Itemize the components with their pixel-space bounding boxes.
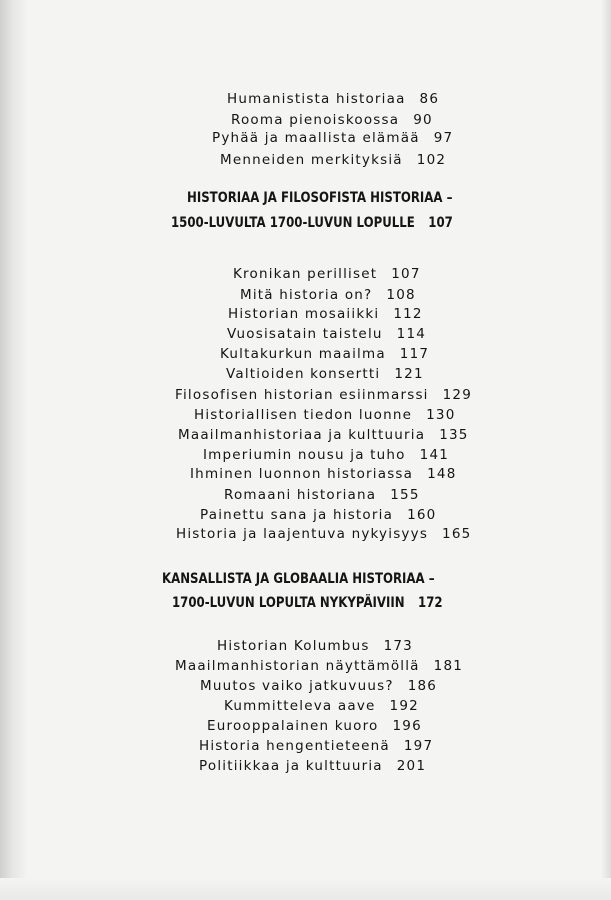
toc-entry-page: 201 (396, 758, 427, 774)
section-heading-line: 1500-LUVULTA 1700-LUVUN LOPULLE (171, 215, 415, 231)
toc-entry (200, 677, 611, 695)
toc-entry (176, 525, 611, 543)
toc-entry (227, 90, 611, 108)
toc-entry-title: Kronikan perilliset (233, 266, 378, 282)
toc-entry-title: Valtioiden konsertti (226, 366, 381, 382)
toc-entry (199, 737, 611, 755)
toc-entry-title: Historia ja laajentuva nykyisyys (176, 526, 429, 542)
toc-entry-page: 102 (416, 152, 447, 168)
toc-entry-page: 186 (407, 678, 438, 694)
toc-entry-page: 114 (396, 326, 427, 342)
toc-entry-page: 160 (407, 507, 437, 523)
toc-entry (199, 757, 611, 775)
section-heading (187, 188, 611, 208)
toc-entry (200, 506, 611, 524)
toc-entry-page: 181 (433, 658, 464, 674)
page-spine-shadow (0, 0, 28, 900)
toc-entry-page: 108 (386, 287, 416, 303)
toc-entry (227, 325, 611, 343)
toc-entry (240, 286, 611, 304)
toc-entry (175, 657, 611, 675)
toc-entry (194, 406, 611, 424)
toc-entry-title: Eurooppalainen kuoro (207, 718, 379, 734)
toc-entry-title: Kultakurkun maailma (220, 346, 386, 362)
toc-entry-title: Muutos vaiko jatkuvuus? (200, 678, 394, 694)
toc-entry-page: 135 (439, 427, 469, 443)
toc-entry-title: Humanistista historiaa (227, 91, 406, 107)
toc-entry-title: Kummitteleva aave (224, 698, 376, 714)
toc-entry-title: Mitä historia on? (240, 287, 373, 303)
toc-entry-page: 90 (413, 112, 433, 128)
toc-entry (224, 486, 611, 504)
toc-entry (220, 151, 611, 169)
toc-entry-title: Pyhää ja maallista elämää (212, 130, 420, 146)
toc-entry (224, 697, 611, 715)
toc-entry-title: Ihminen luonnon historiassa (190, 466, 414, 482)
toc-entry-page: 121 (394, 366, 424, 382)
toc-entry (190, 465, 611, 483)
toc-entry (175, 386, 611, 404)
toc-entry (178, 426, 611, 444)
toc-entry (220, 345, 611, 363)
toc-entry-title: Politiikkaa ja kulttuuria (199, 758, 383, 774)
toc-entry-title: Filosofisen historian esiinmarssi (175, 387, 429, 403)
toc-entry-title: Historia hengentieteenä (199, 738, 390, 754)
section-heading (162, 569, 611, 589)
toc-entry-page: 165 (442, 526, 472, 542)
section-heading-line: HISTORIAA JA FILOSOFISTA HISTORIAA – (187, 190, 453, 206)
toc-entry-page: 129 (442, 387, 473, 403)
toc-entry-title: Historiallisen tiedon luonne (194, 407, 413, 423)
toc-entry (212, 129, 611, 147)
toc-entry-title: Imperiumin nousu ja tuho (203, 447, 406, 463)
toc-entry (207, 717, 611, 735)
toc-entry-page: 130 (426, 407, 456, 423)
toc-entry-page: 192 (389, 698, 419, 714)
toc-entry-page: 196 (392, 718, 422, 734)
toc-entry-title: Vuosisatain taistelu (227, 326, 383, 342)
section-heading-page: 107 (428, 215, 453, 231)
toc-entry-page: 197 (403, 738, 434, 754)
toc-entry-title: Maailmanhistoriaa ja kulttuuria (178, 427, 426, 443)
section-heading-line: 1700-LUVUN LOPULTA NYKYPÄIVIIN (172, 595, 405, 611)
toc-entry-page: 155 (390, 487, 420, 503)
toc-entry-page: 117 (399, 346, 430, 362)
toc-entry-title: Maailmanhistorian näyttämöllä (175, 658, 420, 674)
toc-entry (228, 305, 611, 323)
toc-entry-page: 112 (393, 306, 423, 322)
section-heading (171, 213, 611, 233)
toc-entry (226, 365, 611, 383)
section-heading-page: 172 (418, 595, 443, 611)
toc-entry-title: Historian Kolumbus (217, 638, 370, 654)
toc-entry-title: Menneiden merkityksiä (220, 152, 403, 168)
toc-entry-page: 173 (383, 638, 413, 654)
toc-entry-page: 141 (419, 447, 450, 463)
section-heading-line: KANSALLISTA JA GLOBAALIA HISTORIAA – (162, 571, 435, 587)
toc-entry-page: 107 (391, 266, 421, 282)
toc-entry (233, 265, 611, 283)
toc-entry-title: Romaani historiana (224, 487, 377, 503)
toc-entry-page: 97 (433, 130, 454, 146)
toc-entry-page: 148 (427, 466, 457, 482)
toc-entry-title: Rooma pienoiskoossa (231, 112, 400, 128)
toc-entry (231, 111, 611, 129)
section-heading (172, 593, 611, 613)
toc-entry-title: Historian mosaiikki (228, 306, 380, 322)
toc-entry (203, 446, 611, 464)
toc-entry (217, 637, 611, 655)
page-bottom-edge (0, 878, 611, 900)
toc-entry-page: 86 (419, 91, 440, 107)
toc-entry-title: Painettu sana ja historia (200, 507, 394, 523)
